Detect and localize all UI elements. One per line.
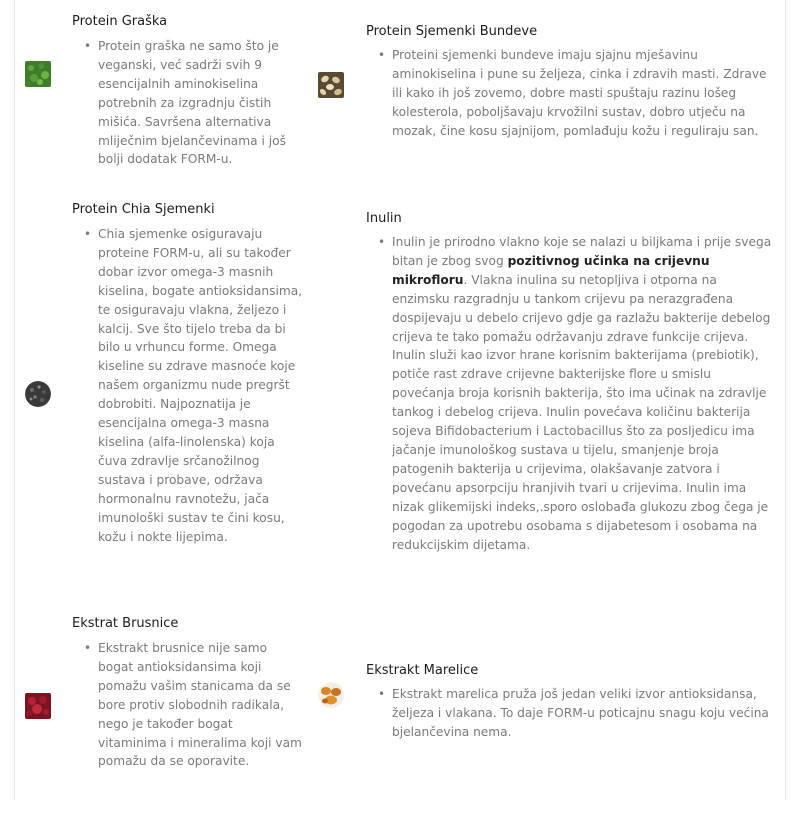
cranberry-icon bbox=[25, 693, 51, 719]
ingredient-description: Inulin je prirodno vlakno koje se nalazi u biljkama i prije svega bitan je zbog svog bbox=[392, 235, 772, 268]
ingredient-description-list bbox=[84, 225, 303, 546]
ingredient-description-list bbox=[84, 37, 303, 169]
ingredient-description: Ekstrakt brusnice nije samo bogat antioksidansima koji pomažu vašim stanicama da se bore protiv slobodnih radikala, nego je također bogat vitaminima i mineralima koji vam pomažu da se oporavite. bbox=[98, 641, 302, 769]
ingredient-title: Ekstrakt Marelice bbox=[366, 663, 479, 678]
ingredient-description-list bbox=[84, 639, 303, 771]
list-item bbox=[378, 685, 772, 742]
ingredient-description-list bbox=[378, 233, 772, 554]
ingredient-description: Ekstrakt marelica pruža još jedan veliki izvor antioksidansa, željeza i vlakana. To daje FORM-u poticajnu snagu koju većina bjelančevina nema. bbox=[392, 687, 769, 739]
ingredient-description: Chia sjemenke osiguravaju proteine FORM-u, ali su također dobar izvor omega-3 masnih kiselina, bogate antioksidansima, te osiguravaju vlakna, željezo i kalcij. Sve što tijelo treba da bi bilo u vrhuncu forme. Omega kiseline su zdrave masnoće koje našem organizmu nude pregršt dobrobiti. Najpoznatija je esencijalna omega-3 masna kiselina (alfa-linolenska) koja čuva zdravlje srčanožilnog sustava i probave, održava hormonalnu ravnotežu, jača imunološki sustav te čini kosu, kožu i nokte lijepima. bbox=[98, 227, 303, 544]
bullet: • bbox=[84, 227, 92, 241]
apricot-icon bbox=[318, 682, 344, 708]
bullet: • bbox=[378, 48, 386, 62]
chia-seeds-icon bbox=[25, 381, 51, 407]
ingredient-description: Proteini sjemenki bundeve imaju sjajnu mješavinu aminokiselina i pune su željeza, cinka i zdravih masti. Zdrave ili kako ih još zovemo, dobre masti spuštaju razinu lošeg kolesterola, poboljšavaju krvožilni sustav, dobro utječu na mozak, čine kosu sjajnijom, pomlađuju kožu i reguliraju san. bbox=[392, 48, 767, 138]
bullet: • bbox=[84, 39, 92, 53]
ingredient-title: Protein Graška bbox=[72, 14, 168, 29]
ingredient-description-continued: . Vlakna inulina su netopljiva i otporna na enzimsku razgradnju u tankom crijevu pa nerazgrađena dospijevaju u debelo crijevo gdje ga razlažu bakterije debelog crijeva te tako pomažu održavanju zdrave funkcije crijeva. Inulin služi kao izvor hrane korisnim bakterijama (prebiotik), potiče rast zdrave crijevne bakterijske flore u smislu povećanja broja korisnih bakterija, što ima učinak na zdravlje tankog i debelog crijeva. Inulin povećava količinu bakterija sojeva Bifidobacterium i Lactobacillus što za posljedicu ima jačanje imunološkog sustava u tijelu, smanjenje broja patogenih bakterija u crijevima, olakšavanje zatvora i povećanu apsorpciju hranjivih tvari u crijevima. Inulin ima nizak glikemijski indeks,.sporo oslobađa glukozu zbog čega je pogodan za upotrebu osobama s dijabetesom i osobama na redukcijskim dijetama. bbox=[392, 272, 771, 552]
list-item bbox=[84, 639, 303, 771]
highlighted-text: pozitivnog učinka na crijevnu mikrofloru bbox=[392, 253, 710, 287]
ingredient-title: Protein Chia Sjemenki bbox=[72, 202, 215, 217]
pea-powder-icon bbox=[25, 61, 51, 87]
ingredient-title: Ekstrat Brusnice bbox=[72, 616, 179, 631]
ingredient-description-list bbox=[378, 46, 772, 141]
ingredient-description-list bbox=[378, 685, 772, 742]
bullet: • bbox=[378, 235, 386, 249]
content-border-right bbox=[785, 0, 786, 800]
list-item bbox=[378, 46, 772, 141]
ingredient-description: Protein graška ne samo što je veganski, već sadrži svih 9 esencijalnih aminokiselina potrebnih za izgradnju čistih mišića. Savršena alternativa mliječnim bjelančevinama i još bolji dodatak FORM-u. bbox=[98, 39, 286, 167]
ingredient-title: Protein Sjemenki Bundeve bbox=[366, 24, 538, 39]
list-item bbox=[378, 233, 772, 554]
list-item bbox=[84, 37, 303, 169]
bullet: • bbox=[378, 687, 386, 701]
content-border-left bbox=[14, 0, 15, 800]
ingredient-title: Inulin bbox=[366, 211, 402, 226]
bullet: • bbox=[84, 641, 92, 655]
pumpkin-seeds-icon bbox=[318, 72, 344, 98]
list-item bbox=[84, 225, 303, 546]
